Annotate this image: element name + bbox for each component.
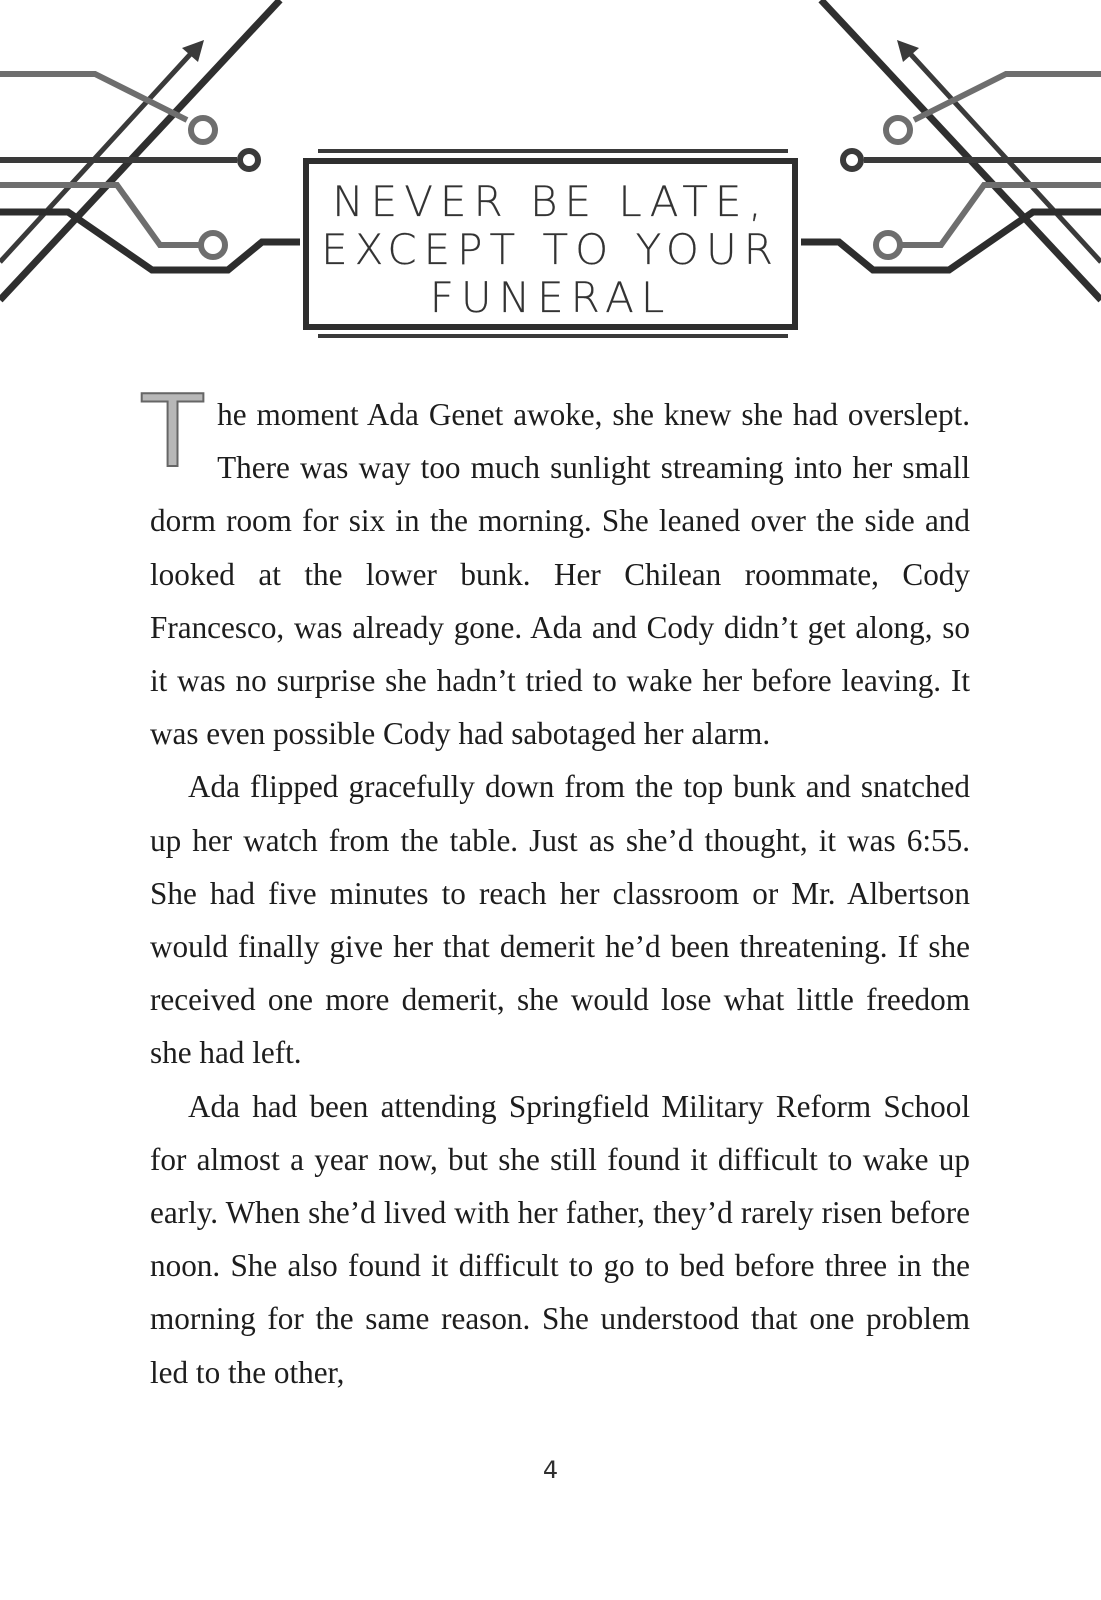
- paragraph: Ada had been attending Springfield Military Reform School for almost a year now, but she still found it difficult to wake up early. When she’d lived with her father, they’d rarely risen before noon. She also found it difficult to go to bed before three in the morning for the same reason. She understood that one problem led to the other,: [150, 1088, 970, 1390]
- circuit-node-icon: [240, 151, 258, 169]
- paragraph: [142, 373, 970, 760]
- circuit-node-icon: [201, 233, 225, 257]
- circuit-trace: [0, 74, 187, 120]
- circuit-trace: [914, 74, 1101, 120]
- chapter-title-box: [303, 158, 798, 330]
- body-text: [142, 373, 970, 1399]
- paragraph-text: he moment Ada Genet awoke, she knew she had overslept. There was way too much sunlight streaming into her small dorm room for six in the morning. She leaned over the side and looked at the lower bunk. Her Chilean roommate, Cody Francesco, was already gone. Ada and Cody didn’t get along, so it was no surprise she hadn’t tried to wake her before leaving. It was even possible Cody had sabotaged her alarm.: [150, 397, 970, 752]
- circuit-trace: [0, 212, 300, 270]
- title-rule: [318, 149, 788, 153]
- circuit-trace: [801, 212, 1101, 270]
- circuit-trace: [0, 0, 280, 300]
- chapter-title: [309, 178, 792, 322]
- circuit-node-icon: [843, 151, 861, 169]
- paragraph: Ada flipped gracefully down from the top bunk and snatched up her watch from the table. Just as she’d thought, it was 6:55. She had five minutes to reach her classroom or Mr. Albertson would finally give her that demerit he’d been threatening. If she received one more demerit, she would lose what little freedom she had left.: [150, 769, 970, 1071]
- drop-cap: T: [142, 373, 204, 490]
- chapter-title-line: FUNERAL: [429, 273, 672, 322]
- title-rule: [318, 334, 788, 338]
- page-number: 4: [542, 1456, 559, 1484]
- chapter-title-line: NEVER BE LATE,: [332, 177, 769, 226]
- circuit-node-icon: [876, 233, 900, 257]
- circuit-node-icon: [191, 118, 215, 142]
- circuit-trace: [821, 0, 1101, 300]
- circuit-node-icon: [886, 118, 910, 142]
- chapter-title-line: EXCEPT TO YOUR: [321, 225, 780, 274]
